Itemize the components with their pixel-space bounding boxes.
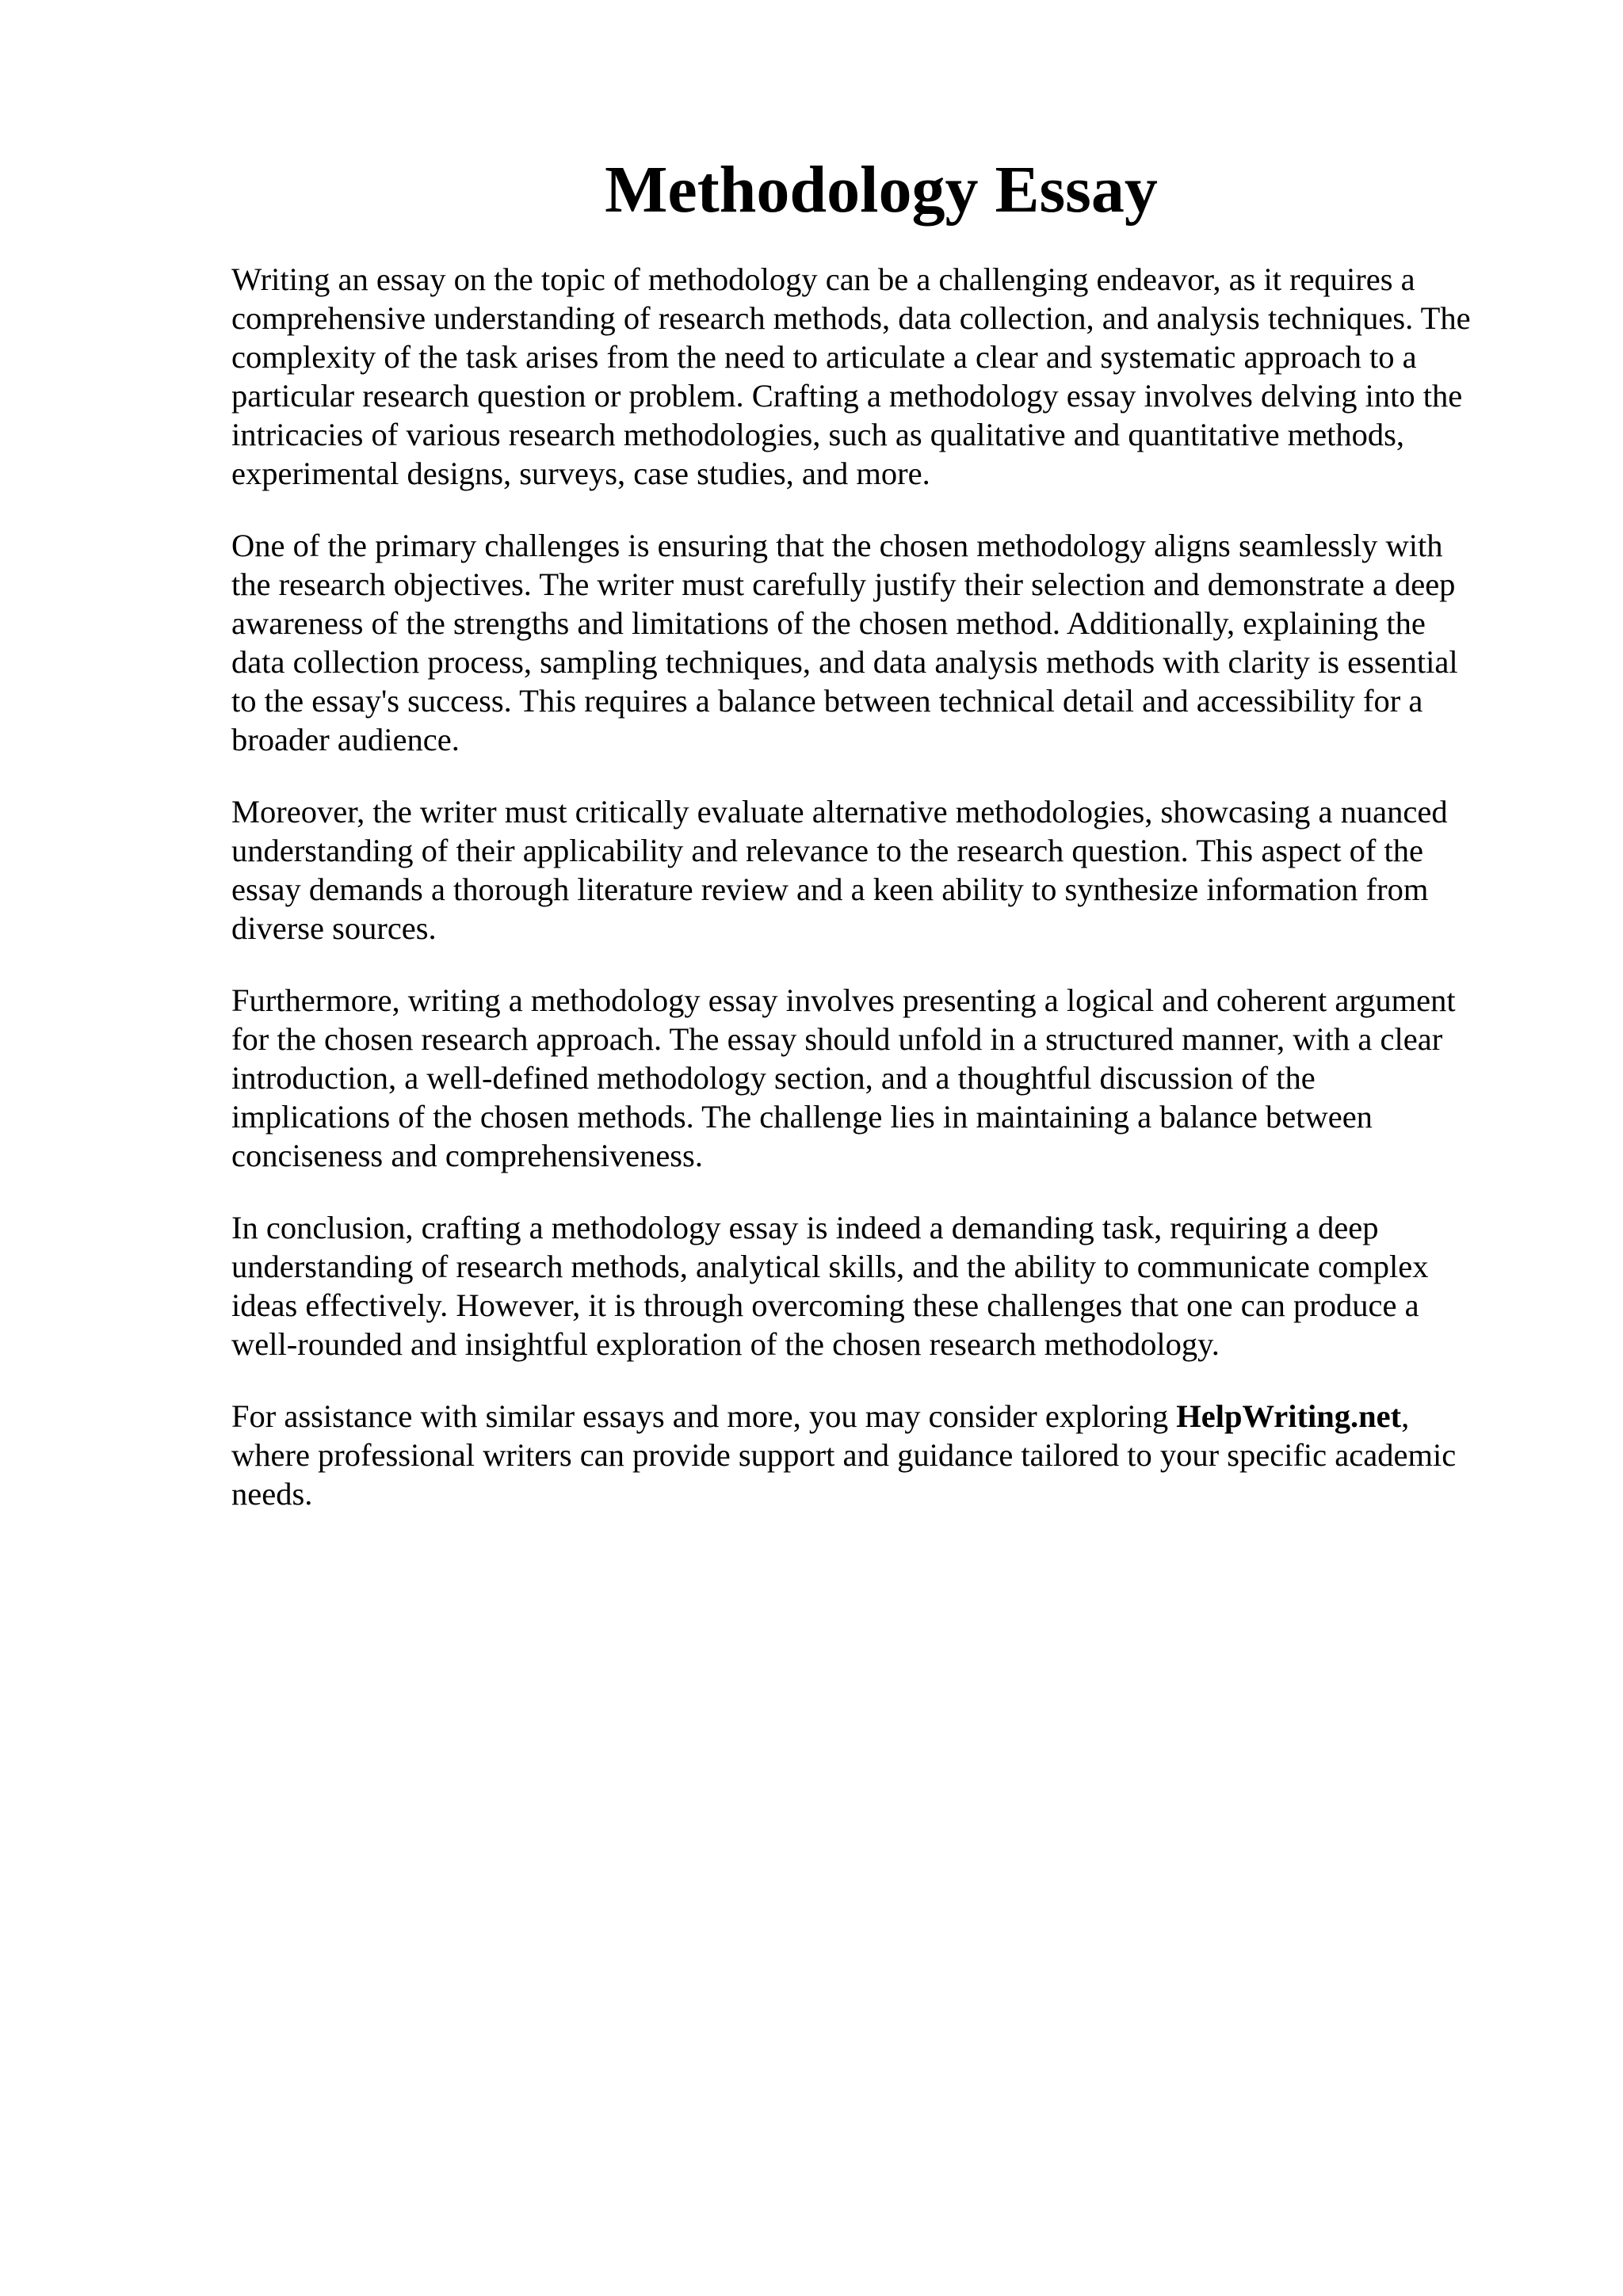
document-title: Methodology Essay (605, 153, 1158, 227)
paragraph-2: One of the primary challenges is ensuring that the chosen methodology aligns seamlessly with the research objectives. The writer must carefully justify their selection and demonstrate a deep awareness of the strengths and limitations of the chosen method. Additionally, explaining the data collection process, sampling techniques, and data analysis methods with clarity is essential to the essay's success. This requires a balance between technical detail and accessibility for a broader audience. (231, 528, 1458, 757)
helpwriting-link[interactable]: HelpWriting.net (1176, 1398, 1402, 1434)
paragraph-1: Writing an essay on the topic of methodology can be a challenging endeavor, as it requires a comprehensive understanding of research methods, data collection, and analysis techniques. The complexity of the task arises from the need to articulate a clear and systematic approach to a particular research question or problem. Crafting a methodology essay involves delving into the intricacies of various research methodologies, such as qualitative and quantitative methods, experimental designs, surveys, case studies, and more. (231, 261, 1471, 491)
paragraph-3: Moreover, the writer must critically evaluate alternative methodologies, showcasing a nuanced understanding of their applicability and relevance to the research question. This aspect of the essay demands a thorough literature review and a keen ability to synthesize information from diverse sources. (231, 794, 1448, 946)
paragraph-5: In conclusion, crafting a methodology essay is indeed a demanding task, requiring a deep understanding of research methods, analytical skills, and the ability to communicate complex ideas effectively. However, it is through overcoming these challenges that one can produce a well-rounded and insightful exploration of the chosen research methodology. (231, 1210, 1429, 1362)
paragraph-6-text-before: For assistance with similar essays and more, you may consider exploring (231, 1398, 1177, 1434)
paragraph-4: Furthermore, writing a methodology essay involves presenting a logical and coherent argument for the chosen research approach. The essay should unfold in a structured manner, with a clear introduction, a well-defined methodology section, and a thoughtful discussion of the implications of the chosen methods. The challenge lies in maintaining a balance between conciseness and comprehensiveness. (231, 982, 1456, 1173)
document-content (231, 151, 1523, 1547)
paragraph-6-text-after: , where professional writers can provide support and guidance tailored to your specific academic needs. (231, 1398, 1457, 1512)
paragraph-6 (231, 1397, 1523, 1513)
